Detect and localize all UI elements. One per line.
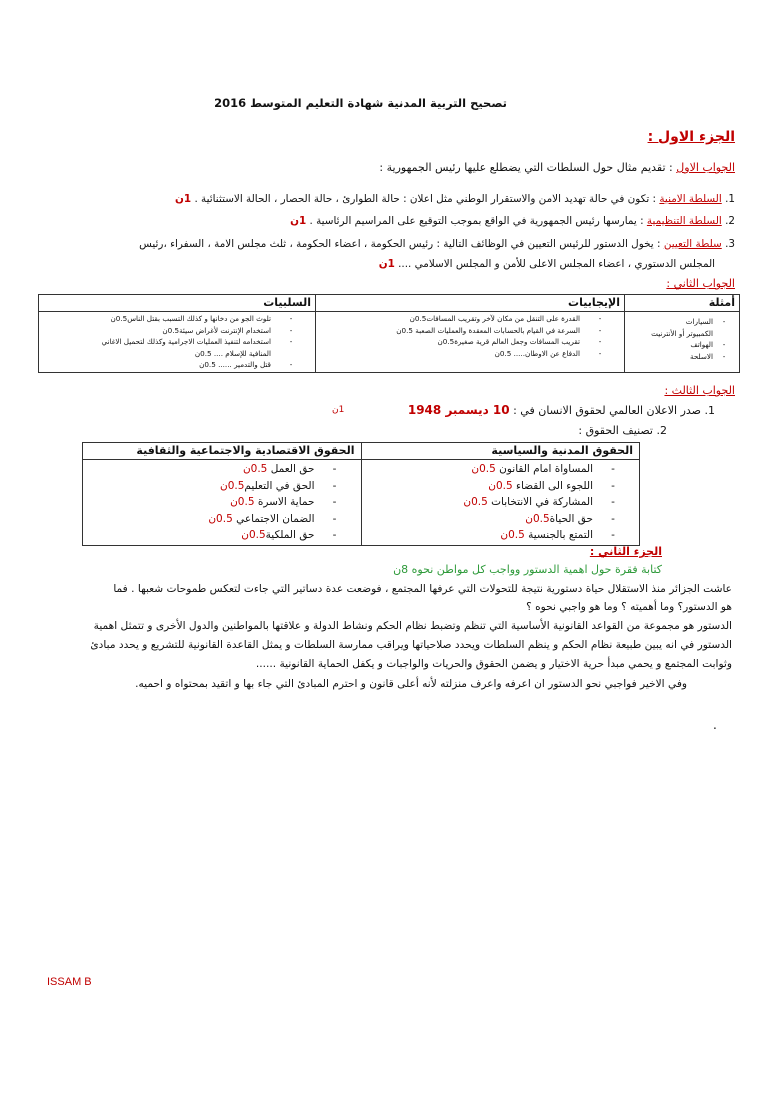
- negatives-cell: [39, 312, 316, 373]
- list-item: الكمبيوتر أو الأنترنيت: [651, 328, 713, 338]
- item-label: سلطة التعيين: [663, 238, 722, 250]
- essay-line-1: عاشت الجزائر منذ الاستقلال حياة دستورية نتيجة للتحولات التي عرفها المجتمع ، فوضعت عدة دساتير التي جاءت لتعكس طموحات شعبها . فما: [113, 583, 732, 595]
- list-item: -القدرة على التنقل من مكان لآخر وتقريب المسافات0.5ن: [409, 314, 602, 323]
- item-label: السلطة الامنية: [659, 193, 722, 205]
- item-text: صدر الاعلان العالمي لحقوق الانسان في :: [513, 404, 701, 417]
- item-label: السلطة التنظيمية: [646, 215, 722, 227]
- answer1-line: [379, 161, 735, 174]
- list-item: -اللجوء الى القضاء 0.5ن: [488, 479, 615, 492]
- essay-line-2: هو الدستور؟ وما أهميته ؟ وما هو واجبي نحوه ؟: [526, 601, 732, 613]
- list-item: -استخدامه لتنفيذ العمليات الاجرامية وكذلك لتحميل الاغاني: [101, 337, 293, 346]
- list-item: -حق العمل 0.5ن: [242, 463, 337, 475]
- answer1-label: الجواب الاول: [676, 161, 735, 174]
- positives-cell: [316, 312, 625, 373]
- list-item: -الاسلحة: [690, 351, 726, 361]
- essay-line-5: وثوابت المجتمع و يحمي مبدأ حرية الاختيار و يضمن الحقوق والحريات والواجبات و يكفل الحماية القانونية ......: [255, 658, 732, 670]
- answer3-label: الجواب الثالث :: [664, 384, 735, 397]
- header-civil-rights: الحقوق المدنية والسياسية: [361, 443, 640, 460]
- list-item: -استخدام الإنترنت لأغراض سيئة0.5ن: [162, 325, 293, 335]
- item-number: 2.: [656, 424, 667, 437]
- rights-table: [82, 442, 640, 546]
- list-item: المنافية للإسلام .... 0.5ن: [194, 348, 271, 358]
- answer1-item-2: [290, 215, 735, 227]
- essay-line-6: وفي الاخير فواجبي نحو الدستور ان اعرفه واعرف منزلته لأنه أعلى قانون و احترم المبادئ التي جاء بها و اتقيد بمحتواه و احميه.: [135, 678, 687, 690]
- tech-table: [38, 294, 740, 373]
- answer2-label: الجواب الثاني :: [666, 277, 735, 290]
- list-item: -تقريب المسافات وجعل العالم قرية صغيرة0.5ن: [437, 337, 602, 346]
- answer1-item-3-cont: [379, 258, 715, 270]
- header-examples: أمثلة: [625, 295, 740, 312]
- item-text: : يمارسها رئيس الجمهورية في الواقع بموجب التوقيع على المراسيم الرئاسية .: [309, 215, 644, 227]
- list-item: -الهواتف: [690, 340, 726, 349]
- item-score: 1ن: [378, 258, 395, 270]
- answer1-item-3: [139, 238, 735, 250]
- list-item: -حق الحياة0.5ن: [525, 512, 615, 525]
- table-header-row: [83, 443, 640, 460]
- answer3-item-1-score: 1ن: [332, 405, 345, 415]
- item-score: 1ن: [175, 193, 192, 205]
- list-item: -الضمان الاجتماعي 0.5ن: [208, 512, 337, 525]
- item-text: تصنيف الحقوق :: [578, 424, 653, 437]
- table-row: [83, 460, 640, 546]
- declaration-date: 10 ديسمبر 1948: [407, 403, 510, 417]
- item-number: 1.: [704, 404, 715, 417]
- item-text: : يخول الدستور للرئيس التعيين في الوظائف التالية : رئيس الحكومة ، اعضاء الحكومة ، ثلث مجلس الامة ، السفراء ،رئيس: [139, 238, 661, 250]
- item-number: 2.: [725, 215, 735, 227]
- item-number: 1.: [725, 193, 735, 205]
- list-item: -حق الملكية0.5ن: [241, 529, 337, 541]
- list-item: -التمتع بالجنسية 0.5ن: [500, 529, 615, 541]
- examples-cell: [625, 312, 740, 373]
- answer3-item-1: [408, 403, 715, 417]
- part2-heading: الجزء الثاني :: [589, 545, 662, 558]
- item-text: : تكون في حالة تهديد الامن والاستقرار الوطني مثل اعلان : حالة الطوارئ ، حالة الحصار ، الحالة الاستثنائية .: [194, 193, 657, 205]
- signature: ISSAM B: [47, 976, 92, 988]
- part1-heading: الجزء الاول :: [647, 129, 735, 145]
- table-row: [39, 312, 740, 373]
- table-header-row: [39, 295, 740, 312]
- list-item: -السيارات: [685, 317, 726, 326]
- list-item: -الحق في التعليم0.5ن: [219, 479, 337, 492]
- item-score: 1ن: [290, 215, 307, 227]
- item-text-continued: المجلس الدستوري ، اعضاء المجلس الاعلى للأمن و المجلس الاسلامي ....: [398, 258, 715, 270]
- stray-dot: .: [713, 718, 717, 732]
- list-item: -المشاركة في الانتخابات 0.5ن: [463, 496, 615, 508]
- header-positives: الإيجابيات: [316, 295, 625, 312]
- list-item: -الدفاع عن الاوطان..... 0.5ن: [494, 348, 602, 358]
- list-item: -حماية الاسرة 0.5ن: [230, 496, 337, 508]
- header-negatives: السلبيات: [39, 295, 316, 312]
- civil-rights-cell: [361, 460, 640, 546]
- essay-line-4: الدستور في انه يبين طبيعة نظام الحكم و ينظم السلطات ويحدد صلاحياتها ويراقب ممارسة السلطات و يمثل القاعدة القانونية للتشريع و يحدد مبادئ: [90, 639, 732, 651]
- essay-line-3: الدستور هو مجموعة من القواعد القانونية الأساسية التي تنظم وتضبط نظام الحكم ونشاط الدولة و علاقتها بالمواطنين والدول الأخرى و تتمثل اهمية: [93, 620, 732, 632]
- economic-rights-cell: [83, 460, 362, 546]
- answer3-item-2: [578, 424, 667, 437]
- list-item: -المساواة امام القانون 0.5ن: [471, 463, 615, 475]
- answer1-text: : تقديم مثال حول السلطات التي يضطلع عليها رئيس الجمهورية :: [379, 161, 673, 174]
- list-item: -السرعة في القيام بالحسابات المعقدة والعمليات الصعبة 0.5ن: [396, 325, 602, 335]
- list-item: -قتل والتدمير ...... 0.5ن: [199, 360, 293, 369]
- item-number: 3.: [725, 238, 735, 250]
- header-economic-rights: الحقوق الاقتصادية والاجتماعية والثقافية: [83, 443, 362, 460]
- part2-task: كتابة فقرة حول اهمية الدستور وواجب كل مواطن نحوه 8ن: [393, 563, 662, 576]
- page-title: تصحيح التربية المدنية شهادة التعليم المتوسط 2016: [214, 96, 507, 110]
- answer1-item-1: [175, 193, 735, 205]
- list-item: -تلوث الجو من دخانها و كذلك التسبب بقتل الناس0.5ن: [110, 314, 293, 323]
